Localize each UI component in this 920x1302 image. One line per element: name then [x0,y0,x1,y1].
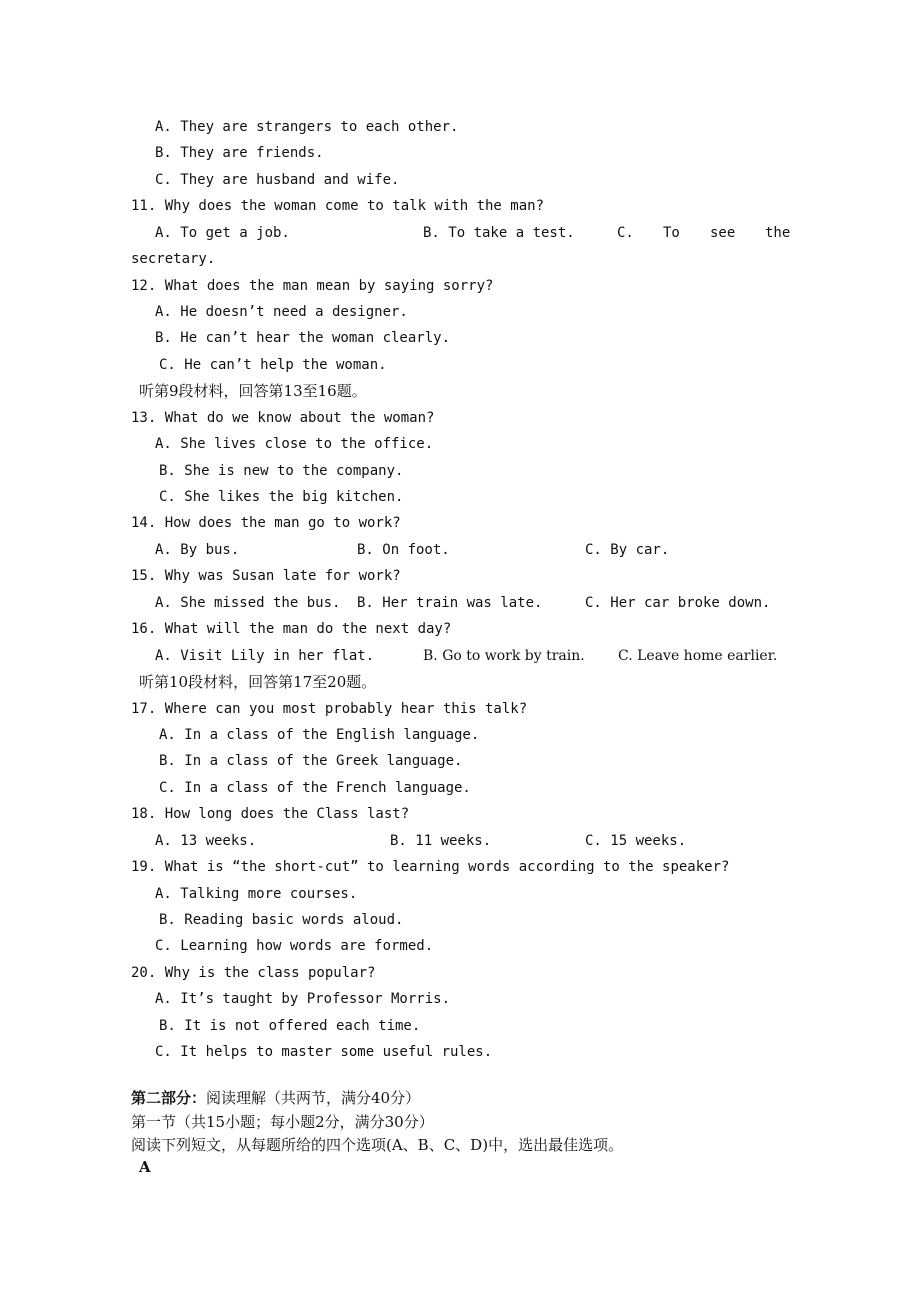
q11-option-b: B. To take a test. [423,225,575,241]
q15-option-b: B. Her train was late. [357,595,543,611]
q13-option-a: A. She lives close to the office. [155,436,434,452]
q17-option-b: B. In a class of the Greek language. [159,753,463,769]
q15-option-a: A. She missed the bus. [155,595,341,611]
q10-option-a: A. They are strangers to each other. [155,119,459,135]
part-2-title: 阅读理解（共两节，满分40分） [206,1089,421,1107]
question-12: 12. What does the man mean by saying sorry? [131,278,494,294]
q13-option-b: B. She is new to the company. [159,463,404,479]
q18-option-a: A. 13 weeks. [155,833,257,849]
q12-option-c: C. He can’t help the woman. [159,357,387,373]
q16-option-c: C. Leave home earlier. [618,648,778,664]
passage-a-label: A [139,1158,151,1176]
question-13: 13. What do we know about the woman? [131,410,435,426]
q12-option-b: B. He can’t hear the woman clearly. [155,330,451,346]
part-2-instructions: 阅读下列短文，从每题所给的四个选项(A、B、C、D)中，选出最佳选项。 [131,1136,624,1154]
q14-option-b: B. On foot. [357,542,450,558]
question-18: 18. How long does the Class last? [131,806,410,822]
q20-option-c: C. It helps to master some useful rules. [155,1044,493,1060]
part-2-label: 第二部分： [131,1089,207,1107]
q11-option-a: A. To get a job. [155,225,290,241]
question-20: 20. Why is the class popular? [131,965,376,981]
q11-option-c-letter: C. [617,225,634,241]
q14-option-c: C. By car. [585,542,670,558]
section-9-heading: 听第9段材料，回答第13至16题。 [139,382,367,400]
q11-option-c-word: To [663,225,680,241]
q18-option-b: B. 11 weeks. [390,833,492,849]
q19-option-c: C. Learning how words are formed. [155,938,434,954]
q16-option-b: B. Go to work by train. [423,648,585,664]
part-2-section-1-heading: 第一节（共15小题；每小题2分，满分30分） [131,1113,434,1131]
question-16: 16. What will the man do the next day? [131,621,452,637]
q11-option-c-word: the [765,225,791,241]
q12-option-a: A. He doesn’t need a designer. [155,304,408,320]
q10-option-b: B. They are friends. [155,145,324,161]
part-2-heading [131,1089,420,1107]
question-19: 19. What is “the short-cut” to learning words according to the speaker? [131,859,730,875]
q11-option-c-wrap: secretary. [131,251,216,267]
question-17: 17. Where can you most probably hear this talk? [131,701,528,717]
q20-option-a: A. It’s taught by Professor Morris. [155,991,451,1007]
q17-option-c: C. In a class of the French language. [159,780,471,796]
q20-option-b: B. It is not offered each time. [159,1018,421,1034]
q10-option-c: C. They are husband and wife. [155,172,400,188]
q14-option-a: A. By bus. [155,542,240,558]
q13-option-c: C. She likes the big kitchen. [159,489,404,505]
question-14: 14. How does the man go to work? [131,515,401,531]
q11-option-c-word: see [710,225,736,241]
q19-option-a: A. Talking more courses. [155,886,358,902]
question-11: 11. Why does the woman come to talk with the man? [131,198,545,214]
section-10-heading: 听第10段材料，回答第17至20题。 [139,673,377,691]
q19-option-b: B. Reading basic words aloud. [159,912,404,928]
q15-option-c: C. Her car broke down. [585,595,771,611]
q16-option-a: A. Visit Lily in her flat. [155,648,375,664]
q17-option-a: A. In a class of the English language. [159,727,480,743]
question-15: 15. Why was Susan late for work? [131,568,401,584]
q18-option-c: C. 15 weeks. [585,833,687,849]
